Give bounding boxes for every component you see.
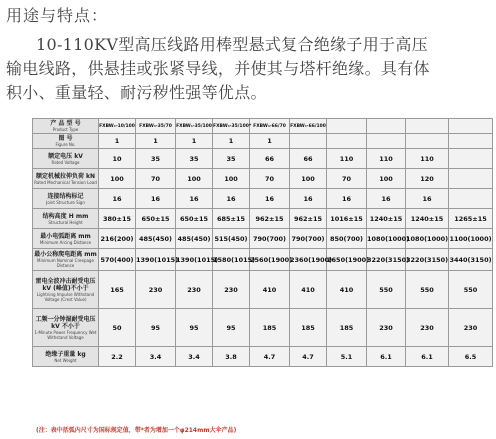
row-header-cn: 雷电全波冲击耐受电压 kV (峰值)不小于 (35, 277, 96, 292)
row-header-cn: 额定机械拉伸负荷 kN (35, 172, 96, 180)
table-cell: 790(700) (290, 229, 327, 249)
table-cell: 230 (449, 309, 493, 347)
table-cell: 1080(1000) (406, 229, 449, 249)
table-cell: 16 (327, 189, 367, 209)
table-cell: 100 (99, 169, 136, 189)
table-cell: 550 (449, 271, 493, 309)
table-cell: 165 (99, 271, 136, 309)
spec-table-body (33, 119, 493, 367)
table-row (33, 134, 493, 149)
table-cell (327, 134, 367, 149)
table-cell: 95 (136, 309, 176, 347)
table-cell: 230 (406, 309, 449, 347)
row-header-cn: 最小电弧距离 mm (40, 232, 91, 240)
row-header (33, 229, 99, 249)
table-cell: 100 (290, 169, 327, 189)
table-cell: 35 (176, 149, 213, 169)
table-cell: FXBW₄-35/100 (176, 119, 213, 134)
table-cell: 1580(1015) (213, 249, 250, 271)
table-cell: 4.7 (290, 347, 327, 367)
table-cell: 110 (406, 149, 449, 169)
row-header-cn: 工频一分钟湿耐受电压 kV 不小于 (35, 315, 96, 330)
table-cell: 1265±15 (449, 209, 493, 229)
row-header-en: 1-Minute Power Frequency Wet Withstand Voltage (34, 329, 97, 340)
table-footnote: (注：表中括弧内尺寸为国标规定值，带*者为增加一个φ214mm大伞产品) (36, 427, 237, 434)
table-cell: 66 (290, 149, 327, 169)
table-cell: FXBW₄-66/100 (290, 119, 327, 134)
section-heading: 用途与特点： (6, 6, 109, 25)
table-row (33, 309, 493, 347)
table-cell (327, 119, 367, 134)
table-cell: 410 (327, 271, 367, 309)
table-cell: 2.2 (99, 347, 136, 367)
table-row (33, 149, 493, 169)
table-cell: 50 (99, 309, 136, 347)
table-cell: 16 (250, 189, 290, 209)
table-cell: 962±15 (290, 209, 327, 229)
table-cell: 962±15 (250, 209, 290, 229)
table-cell: 3220(3150) (367, 249, 406, 271)
row-header (33, 209, 99, 229)
table-row (33, 249, 493, 271)
table-row (33, 347, 493, 367)
table-cell: 3.4 (176, 347, 213, 367)
table-cell: 3.4 (136, 347, 176, 367)
table-cell: 685±15 (213, 209, 250, 229)
table-cell: 550 (406, 271, 449, 309)
table-cell: 2360(1900) (290, 249, 327, 271)
row-header-cn: 绝缘子重量 kg (45, 350, 86, 358)
table-cell: 550 (367, 271, 406, 309)
table-cell (449, 169, 493, 189)
table-cell: 230 (176, 271, 213, 309)
table-cell: FXBW₄-35/70 (136, 119, 176, 134)
table-cell: 1080(1000) (367, 229, 406, 249)
table-cell (449, 119, 493, 134)
table-row (33, 189, 493, 209)
row-header (33, 169, 99, 189)
table-cell: 185 (290, 309, 327, 347)
row-header-cn: 最小公称爬电距离 mm (34, 251, 97, 258)
spec-table-container (32, 118, 492, 367)
row-header-cn: 额定电压 kV (48, 152, 83, 160)
table-cell: 1 (250, 134, 290, 149)
row-header-en: Product Type (52, 127, 79, 132)
row-header (33, 271, 99, 309)
row-header (33, 149, 99, 169)
table-cell: 410 (250, 271, 290, 309)
table-cell (449, 189, 493, 209)
table-cell: 16 (213, 189, 250, 209)
table-row (33, 209, 493, 229)
table-cell: 35 (213, 149, 250, 169)
table-cell: 6.1 (367, 347, 406, 367)
row-header-en: Joint Structure Sign (46, 199, 85, 205)
table-cell: 6.5 (449, 347, 493, 367)
table-cell: 790(700) (250, 229, 290, 249)
table-cell: 230 (213, 271, 250, 309)
table-cell: 5.1 (327, 347, 367, 367)
table-cell: 66 (250, 149, 290, 169)
table-cell: 100 (367, 169, 406, 189)
row-header-en: Lightning Impulse Withstand Voltage (Crest Value) (36, 291, 95, 302)
table-cell: 485(450) (136, 229, 176, 249)
row-header-cn: 连接结构标记 (47, 192, 84, 200)
row-header (33, 309, 99, 347)
table-cell: 70 (136, 169, 176, 189)
row-header (33, 119, 99, 134)
table-cell: 16 (99, 189, 136, 209)
table-cell: 16 (367, 189, 406, 209)
table-cell: 485(450) (176, 229, 213, 249)
table-cell: 10 (99, 149, 136, 169)
row-header-en: Minimum Arcing Distance (39, 239, 92, 245)
table-cell: 3440(3150) (449, 249, 493, 271)
description-paragraph (6, 33, 492, 105)
table-cell: 35 (136, 149, 176, 169)
table-cell: 100 (213, 169, 250, 189)
paragraph-line-2: 输电线路，供悬挂或张紧导线，并使其与塔杆绝缘。具有体 (6, 59, 430, 78)
table-cell (290, 134, 327, 149)
table-cell: 95 (213, 309, 250, 347)
table-cell: 70 (250, 169, 290, 189)
row-header (33, 189, 99, 209)
table-cell (367, 134, 406, 149)
paragraph-line-3: 积小、重量轻、耐污秽性强等优点。 (6, 83, 267, 102)
table-cell (406, 119, 449, 134)
table-cell: 1390(1015) (136, 249, 176, 271)
row-header-en: Figure No. (55, 142, 76, 147)
row-header-cn: 结构高度 H mm (42, 212, 89, 220)
table-cell: 16 (136, 189, 176, 209)
table-row (33, 271, 493, 309)
table-cell: 230 (136, 271, 176, 309)
table-cell: 216(200) (99, 229, 136, 249)
row-header-en: Rated Mechanical Tension Load (34, 179, 97, 185)
row-header-en: Net Weight (54, 357, 77, 363)
spec-table (32, 118, 493, 367)
table-cell: 1 (99, 134, 136, 149)
table-cell: 1240±15 (367, 209, 406, 229)
table-cell: 2650(1900) (327, 249, 367, 271)
table-cell: 16 (406, 189, 449, 209)
table-cell: 650±15 (136, 209, 176, 229)
table-cell: 16 (290, 189, 327, 209)
table-cell (406, 134, 449, 149)
table-cell: 95 (176, 309, 213, 347)
table-cell: 1 (136, 134, 176, 149)
table-cell: 185 (327, 309, 367, 347)
table-cell: 3220(3150) (406, 249, 449, 271)
table-cell: 1 (213, 134, 250, 149)
row-header-cn: 产 品 型 号 (50, 120, 81, 127)
row-header (33, 347, 99, 367)
table-cell: 110 (327, 149, 367, 169)
table-cell: 1240±15 (406, 209, 449, 229)
table-cell: 410 (290, 271, 327, 309)
row-header-en: Structural Height (48, 219, 83, 225)
row-header (33, 249, 99, 271)
table-cell: 1016±15 (327, 209, 367, 229)
table-cell: 2560(1900) (250, 249, 290, 271)
table-cell: 1 (176, 134, 213, 149)
table-cell: 1390(1015) (176, 249, 213, 271)
table-cell: 185 (250, 309, 290, 347)
table-row (33, 169, 493, 189)
table-row (33, 119, 493, 134)
table-cell: FXBW₄-66/70 (250, 119, 290, 134)
table-cell: 3.8 (213, 347, 250, 367)
table-cell: 16 (176, 189, 213, 209)
table-cell: 380±15 (99, 209, 136, 229)
table-cell (449, 149, 493, 169)
table-cell (367, 119, 406, 134)
table-cell: 120 (406, 169, 449, 189)
table-cell: 6.1 (406, 347, 449, 367)
table-cell: 850(700) (327, 229, 367, 249)
table-cell: 230 (367, 309, 406, 347)
table-row (33, 229, 493, 249)
row-header-en: Rated Voltage (51, 159, 80, 165)
row-header (33, 134, 99, 149)
row-header-en: Minimum Nominal Creepage Distance (37, 258, 94, 268)
table-cell: 4.7 (250, 347, 290, 367)
table-cell: 570(400) (99, 249, 136, 271)
table-cell: 1100(1000) (449, 229, 493, 249)
table-cell: FXBW₄-10/100 (99, 119, 136, 134)
table-cell: 650±15 (176, 209, 213, 229)
table-cell: FXBW₄-35/100* (213, 119, 250, 134)
row-header-cn: 图 号 (58, 135, 73, 142)
table-cell: 100 (176, 169, 213, 189)
table-cell: 515(450) (213, 229, 250, 249)
table-cell: 110 (367, 149, 406, 169)
table-cell (449, 134, 493, 149)
paragraph-line-1: 10-110KV型高压线路用棒型悬式复合绝缘子用于高压 (36, 35, 428, 54)
table-cell: 70 (327, 169, 367, 189)
